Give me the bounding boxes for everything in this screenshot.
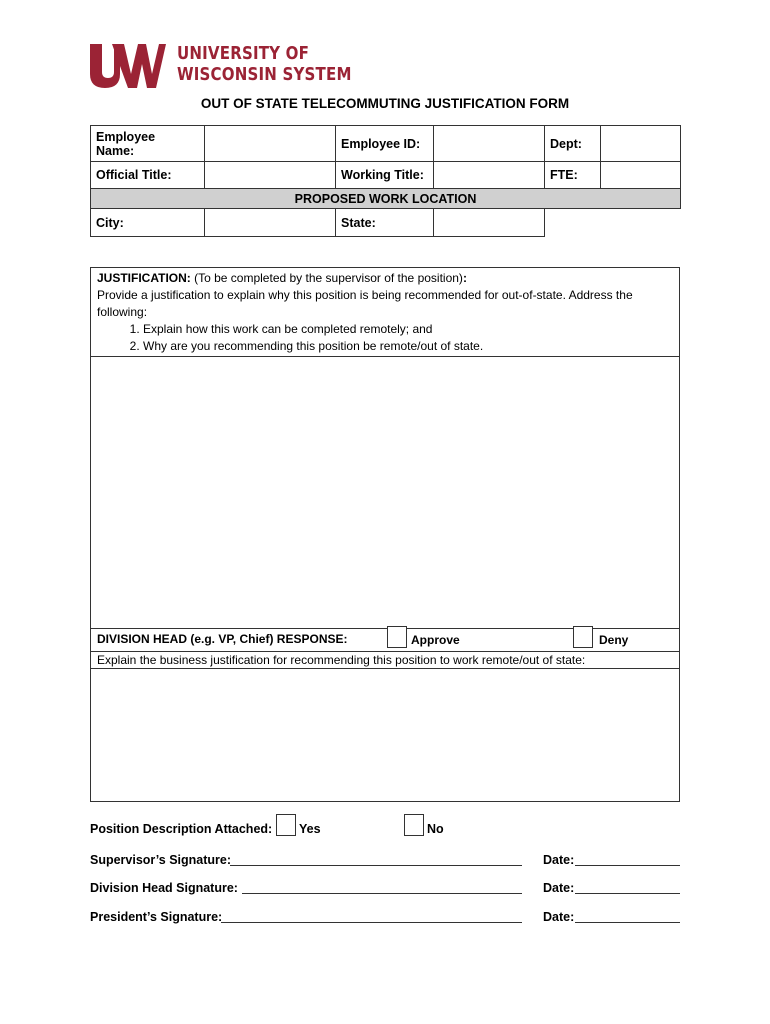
division-head-explain-prompt: Explain the business justification for recommending this position to work remote/out of state:	[90, 651, 680, 669]
uw-logo-text	[177, 44, 352, 86]
president-date-line[interactable]	[575, 910, 680, 923]
president-date-label: Date:	[543, 910, 575, 924]
division-head-date-label: Date:	[543, 881, 575, 895]
division-head-signature-line[interactable]	[242, 881, 522, 894]
pd-yes-checkbox[interactable]	[276, 814, 296, 836]
dept-field[interactable]	[601, 126, 681, 162]
division-head-signature-row	[90, 881, 680, 895]
list-item: 1. Explain how this work can be completed remotely; and	[143, 321, 673, 338]
list-item: 2. Why are you recommending this position be remote/out of state.	[143, 338, 673, 355]
employee-id-label: Employee ID:	[336, 126, 434, 162]
proposed-work-location-header: PROPOSED WORK LOCATION	[91, 189, 681, 209]
uw-logo-mark	[90, 44, 166, 88]
city-label: City:	[91, 209, 205, 237]
employee-name-field[interactable]	[205, 126, 336, 162]
employee-id-field[interactable]	[434, 126, 545, 162]
president-signature-row	[90, 910, 680, 924]
state-field[interactable]	[434, 209, 545, 237]
justification-intro: Provide a justification to explain why this position is being recommended for out-of-state. Address the following:	[97, 288, 633, 319]
supervisor-signature-row	[90, 853, 680, 867]
division-head-response-row	[90, 628, 680, 652]
official-title-label: Official Title:	[91, 162, 205, 189]
deny-label: Deny	[599, 633, 629, 647]
approve-label: Approve	[411, 633, 460, 647]
division-head-signature-label: Division Head Signature:	[90, 881, 238, 895]
division-head-date-line[interactable]	[575, 881, 680, 894]
logo-line-2: WISCONSIN SYSTEM	[177, 65, 352, 85]
division-head-response-area[interactable]	[90, 668, 680, 802]
state-label: State:	[336, 209, 434, 237]
fte-field[interactable]	[601, 162, 681, 189]
working-title-field[interactable]	[434, 162, 545, 189]
justification-response-area[interactable]	[90, 356, 680, 629]
empty-cell	[545, 209, 681, 237]
official-title-field[interactable]	[205, 162, 336, 189]
president-signature-line[interactable]	[221, 910, 522, 923]
division-head-label: DIVISION HEAD (e.g. VP, Chief) RESPONSE:	[97, 632, 348, 646]
supervisor-signature-label: Supervisor’s Signature:	[90, 853, 232, 867]
justification-heading: JUSTIFICATION: (To be completed by the supervisor of the position):	[97, 271, 467, 285]
deny-checkbox[interactable]	[573, 626, 593, 648]
city-field[interactable]	[205, 209, 336, 237]
employee-name-label: Employee Name:	[91, 126, 205, 162]
fte-label: FTE:	[545, 162, 601, 189]
justification-list	[97, 321, 673, 355]
employee-info-table	[90, 125, 681, 237]
supervisor-date-label: Date:	[543, 853, 575, 867]
supervisor-signature-line[interactable]	[230, 853, 522, 866]
form-title: OUT OF STATE TELECOMMUTING JUSTIFICATION FORM	[200, 96, 570, 111]
position-description-label: Position Description Attached:	[90, 822, 273, 836]
logo-line-1: UNIVERSITY OF	[177, 44, 310, 64]
pd-yes-label: Yes	[299, 822, 321, 836]
pd-no-checkbox[interactable]	[404, 814, 424, 836]
approve-checkbox[interactable]	[387, 626, 407, 648]
working-title-label: Working Title:	[336, 162, 434, 189]
supervisor-date-line[interactable]	[575, 853, 680, 866]
dept-label: Dept:	[545, 126, 601, 162]
justification-instructions	[90, 267, 680, 357]
pd-no-label: No	[427, 822, 444, 836]
president-signature-label: President’s Signature:	[90, 910, 223, 924]
